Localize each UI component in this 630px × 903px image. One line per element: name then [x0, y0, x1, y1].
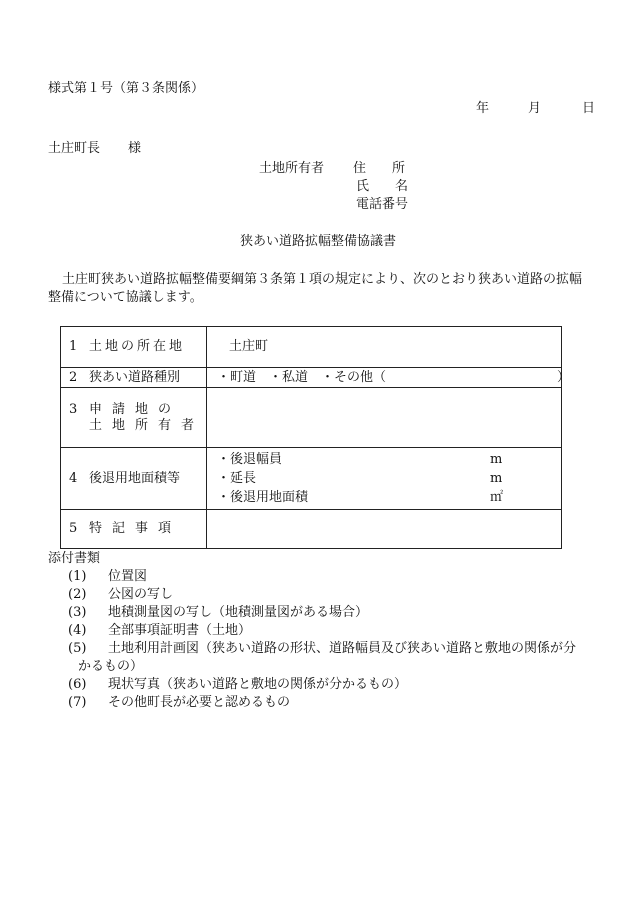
road-type-options: ・町道 ・私道 ・その他（: [217, 370, 387, 385]
date-day-label: 日: [582, 101, 596, 116]
table-row-setback: [61, 448, 562, 510]
setback-value-cell[interactable]: [207, 448, 562, 510]
road-type-label: 狭あい道路種別: [89, 369, 181, 385]
attachment-item: (2) 公図の写し: [68, 587, 174, 602]
setback-area-label: ・後退用地面積: [217, 490, 309, 505]
attachments-section: [48, 550, 608, 712]
table-row-notes: [61, 510, 562, 549]
setback-width-label: ・後退幅員: [217, 452, 283, 467]
notes-label-cell: [61, 510, 207, 549]
date-year-label: 年: [476, 101, 490, 116]
location-label: 土地の所在地: [89, 339, 186, 354]
setback-length-line: [217, 469, 561, 488]
setback-label: 後退用地面積等: [89, 470, 181, 486]
form-table: [60, 326, 571, 549]
table-row-road-type: [61, 368, 562, 388]
applicant-address-label: 住 所: [353, 161, 406, 176]
owner-label-b: 土地所有者: [89, 417, 205, 433]
addressee-honorific: 様: [128, 141, 142, 156]
attachments-heading: 添付書類: [48, 551, 101, 566]
setback-label-cell: [61, 448, 207, 510]
attachment-item: (4) 全部事項証明書（土地）: [68, 623, 252, 638]
road-type-close-paren: ）: [557, 370, 571, 385]
attachment-item: (1) 位置図: [68, 569, 148, 584]
location-label-cell: [61, 327, 207, 368]
setback-area-unit: ㎡: [490, 490, 504, 505]
setback-width-unit: m: [490, 452, 503, 467]
applicant-name-label: 氏 名: [356, 179, 409, 194]
table-row-owner: [61, 388, 562, 448]
notes-value-cell[interactable]: [207, 510, 562, 549]
owner-label-a: 申請地の: [89, 401, 182, 417]
row-number: 2: [69, 369, 78, 385]
attachment-item: (3) 地積測量図の写し（地積測量図がある場合）: [68, 605, 369, 620]
location-value-cell[interactable]: [207, 327, 562, 368]
applicant-phone-label: 電話番号: [356, 197, 409, 212]
setback-area-line: [217, 488, 561, 507]
row-number: 1: [69, 339, 78, 354]
location-value: 土庄町: [229, 339, 269, 354]
owner-value-cell[interactable]: [207, 388, 562, 448]
attachment-item: (7) その他町長が必要と認めるもの: [68, 695, 291, 710]
road-type-value-cell[interactable]: [207, 368, 571, 388]
attachment-item-continuation: かるもの）: [78, 659, 144, 674]
owner-label-cell: [61, 388, 207, 448]
form-number: 様式第１号（第３条関係）: [48, 81, 205, 96]
date-month-label: 月: [528, 101, 542, 116]
attachment-item: (6) 現状写真（狭あい道路と敷地の関係が分かるもの）: [68, 677, 408, 692]
setback-width-line: [217, 450, 561, 469]
row-number: 5: [69, 521, 78, 536]
addressee-name: 土庄町長: [48, 141, 101, 156]
document-title: 狭あい道路拡幅整備協議書: [240, 234, 397, 249]
table-row-location: [61, 327, 562, 368]
setback-length-unit: m: [490, 471, 503, 486]
body-line-2: 整備について協議します。: [48, 290, 203, 305]
setback-length-label: ・延長: [217, 471, 257, 486]
applicant-label: 土地所有者: [259, 161, 325, 176]
row-number: 3: [69, 401, 78, 417]
notes-label: 特記事項: [89, 521, 182, 536]
attachment-item: (5) 土地利用計画図（狭あい道路の形状、道路幅員及び狭あい道路と敷地の関係が分: [68, 641, 577, 656]
body-line-1: 土庄町狭あい道路拡幅整備要綱第３条第１項の規定により、次のとおり狭あい道路の拡幅: [62, 272, 583, 287]
row-number: 4: [69, 470, 78, 486]
road-type-label-cell: [61, 368, 207, 388]
